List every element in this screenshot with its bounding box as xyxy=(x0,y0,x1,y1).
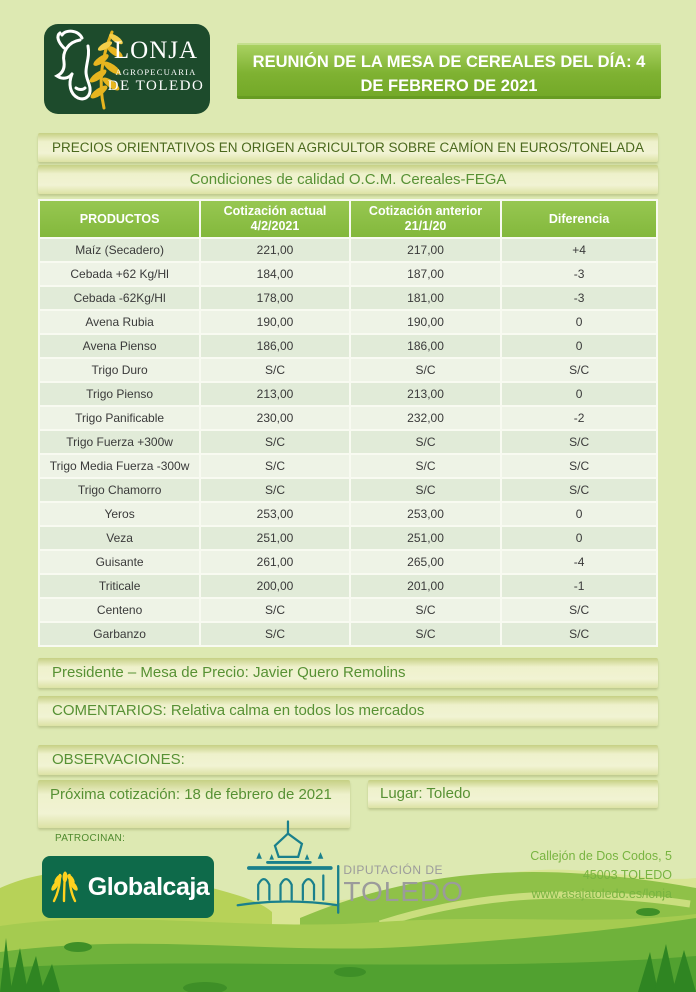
product-cell: Trigo Fuerza +300w xyxy=(40,431,199,453)
product-cell: Trigo Panificable xyxy=(40,407,199,429)
product-cell: Avena Pienso xyxy=(40,335,199,357)
difference-cell: S/C xyxy=(502,479,656,501)
product-cell: Veza xyxy=(40,527,199,549)
current-price-cell: S/C xyxy=(201,431,349,453)
table-row xyxy=(40,503,656,525)
condiciones-title-bar: Condiciones de calidad O.C.M. Cereales-FEGA xyxy=(38,165,658,194)
table-row xyxy=(40,263,656,285)
globalcaja-wheat-icon xyxy=(47,869,81,905)
current-price-cell: S/C xyxy=(201,623,349,645)
previous-price-cell: S/C xyxy=(351,479,500,501)
previous-price-cell: 181,00 xyxy=(351,287,500,309)
address-street: Callejón de Dos Codos, 5 xyxy=(530,849,672,863)
header-cotizacion-anterior: Cotización anterior 21/1/20 xyxy=(351,201,500,237)
previous-price-cell: S/C xyxy=(351,431,500,453)
difference-cell: 0 xyxy=(502,311,656,333)
logo-line3: DE TOLEDO xyxy=(107,78,205,94)
product-cell: Yeros xyxy=(40,503,199,525)
difference-cell: S/C xyxy=(502,455,656,477)
current-price-cell: 213,00 xyxy=(201,383,349,405)
comentarios-bar: COMENTARIOS: Relativa calma en todos los mercados xyxy=(38,696,658,726)
previous-price-cell: 265,00 xyxy=(351,551,500,573)
difference-cell: 0 xyxy=(502,527,656,549)
table-row xyxy=(40,623,656,645)
product-cell: Garbanzo xyxy=(40,623,199,645)
previous-price-cell: 232,00 xyxy=(351,407,500,429)
product-cell: Trigo Pienso xyxy=(40,383,199,405)
current-price-cell: 261,00 xyxy=(201,551,349,573)
table-row xyxy=(40,407,656,429)
header-cotizacion-actual: Cotización actual 4/2/2021 xyxy=(201,201,349,237)
product-cell: Avena Rubia xyxy=(40,311,199,333)
previous-price-cell: 251,00 xyxy=(351,527,500,549)
contact-address xyxy=(452,847,672,904)
current-price-cell: 230,00 xyxy=(201,407,349,429)
header-diferencia: Diferencia xyxy=(502,201,656,237)
globalcaja-logo xyxy=(42,856,214,918)
previous-price-cell: S/C xyxy=(351,455,500,477)
difference-cell: -4 xyxy=(502,551,656,573)
previous-price-cell: 187,00 xyxy=(351,263,500,285)
logo-line2: AGROPECUARIA xyxy=(115,67,197,77)
patrocinan-label: PATROCINAN: xyxy=(55,833,126,844)
current-price-cell: S/C xyxy=(201,599,349,621)
previous-price-cell: 201,00 xyxy=(351,575,500,597)
logo-line1: LONJA xyxy=(113,37,199,64)
previous-price-cell: 213,00 xyxy=(351,383,500,405)
table-row xyxy=(40,287,656,309)
diputacion-building-icon xyxy=(234,816,349,920)
previous-price-cell: 190,00 xyxy=(351,311,500,333)
address-city: 45003 TOLEDO xyxy=(582,868,672,882)
difference-cell: S/C xyxy=(502,359,656,381)
difference-cell: +4 xyxy=(502,239,656,261)
table-row xyxy=(40,239,656,261)
proxima-cotizacion-box: Próxima cotización: 18 de febrero de 2021 xyxy=(38,780,350,828)
table-row xyxy=(40,599,656,621)
difference-cell: -2 xyxy=(502,407,656,429)
diputacion-text xyxy=(343,864,464,906)
product-cell: Trigo Media Fuerza -300w xyxy=(40,455,199,477)
difference-cell: -1 xyxy=(502,575,656,597)
current-price-cell: 253,00 xyxy=(201,503,349,525)
table-row xyxy=(40,383,656,405)
current-price-cell: 184,00 xyxy=(201,263,349,285)
difference-cell: S/C xyxy=(502,599,656,621)
globalcaja-label: Globalcaja xyxy=(87,872,210,901)
difference-cell: 0 xyxy=(502,335,656,357)
current-price-cell: 178,00 xyxy=(201,287,349,309)
previous-price-cell: S/C xyxy=(351,359,500,381)
product-cell: Cebada -62Kg/Hl xyxy=(40,287,199,309)
table-row xyxy=(40,455,656,477)
table-header-row xyxy=(40,201,656,237)
diputacion-line1: DIPUTACIÓN DE xyxy=(343,863,443,877)
current-price-cell: 221,00 xyxy=(201,239,349,261)
precios-title-bar: PRECIOS ORIENTATIVOS EN ORIGEN AGRICULTOR SOBRE CAMÍON EN EUROS/TONELADA xyxy=(38,133,658,162)
table-row xyxy=(40,479,656,501)
difference-cell: S/C xyxy=(502,623,656,645)
current-price-cell: 186,00 xyxy=(201,335,349,357)
table-row xyxy=(40,311,656,333)
product-cell: Trigo Chamorro xyxy=(40,479,199,501)
lugar-box: Lugar: Toledo xyxy=(368,780,658,808)
previous-price-cell: S/C xyxy=(351,599,500,621)
current-price-cell: 200,00 xyxy=(201,575,349,597)
presidente-bar: Presidente – Mesa de Precio: Javier Quero Remolins xyxy=(38,658,658,688)
previous-price-cell: 217,00 xyxy=(351,239,500,261)
product-cell: Centeno xyxy=(40,599,199,621)
current-price-cell: S/C xyxy=(201,479,349,501)
meeting-title-banner: REUNIÓN DE LA MESA DE CEREALES DEL DÍA: 4 DE FEBRERO DE 2021 xyxy=(237,43,661,99)
difference-cell: -3 xyxy=(502,263,656,285)
current-price-cell: S/C xyxy=(201,455,349,477)
difference-cell: 0 xyxy=(502,383,656,405)
previous-price-cell: 253,00 xyxy=(351,503,500,525)
product-cell: Maíz (Secadero) xyxy=(40,239,199,261)
table-row xyxy=(40,431,656,453)
address-website: www.asajatoledo.es/lonja xyxy=(531,887,672,901)
previous-price-cell: S/C xyxy=(351,623,500,645)
product-cell: Triticale xyxy=(40,575,199,597)
header-productos: PRODUCTOS xyxy=(40,201,199,237)
current-price-cell: 190,00 xyxy=(201,311,349,333)
table-row xyxy=(40,551,656,573)
table-row xyxy=(40,527,656,549)
observaciones-bar: OBSERVACIONES: xyxy=(38,745,658,775)
table-row xyxy=(40,359,656,381)
product-cell: Trigo Duro xyxy=(40,359,199,381)
diputacion-toledo-logo xyxy=(234,816,464,920)
product-cell: Cebada +62 Kg/Hl xyxy=(40,263,199,285)
current-price-cell: S/C xyxy=(201,359,349,381)
price-table xyxy=(38,199,658,647)
diputacion-line2: TOLEDO xyxy=(343,876,464,907)
difference-cell: 0 xyxy=(502,503,656,525)
table-row xyxy=(40,575,656,597)
table-row xyxy=(40,335,656,357)
difference-cell: -3 xyxy=(502,287,656,309)
previous-price-cell: 186,00 xyxy=(351,335,500,357)
lonja-logo-text xyxy=(106,38,206,95)
product-cell: Guisante xyxy=(40,551,199,573)
lonja-logo xyxy=(44,24,210,114)
difference-cell: S/C xyxy=(502,431,656,453)
current-price-cell: 251,00 xyxy=(201,527,349,549)
